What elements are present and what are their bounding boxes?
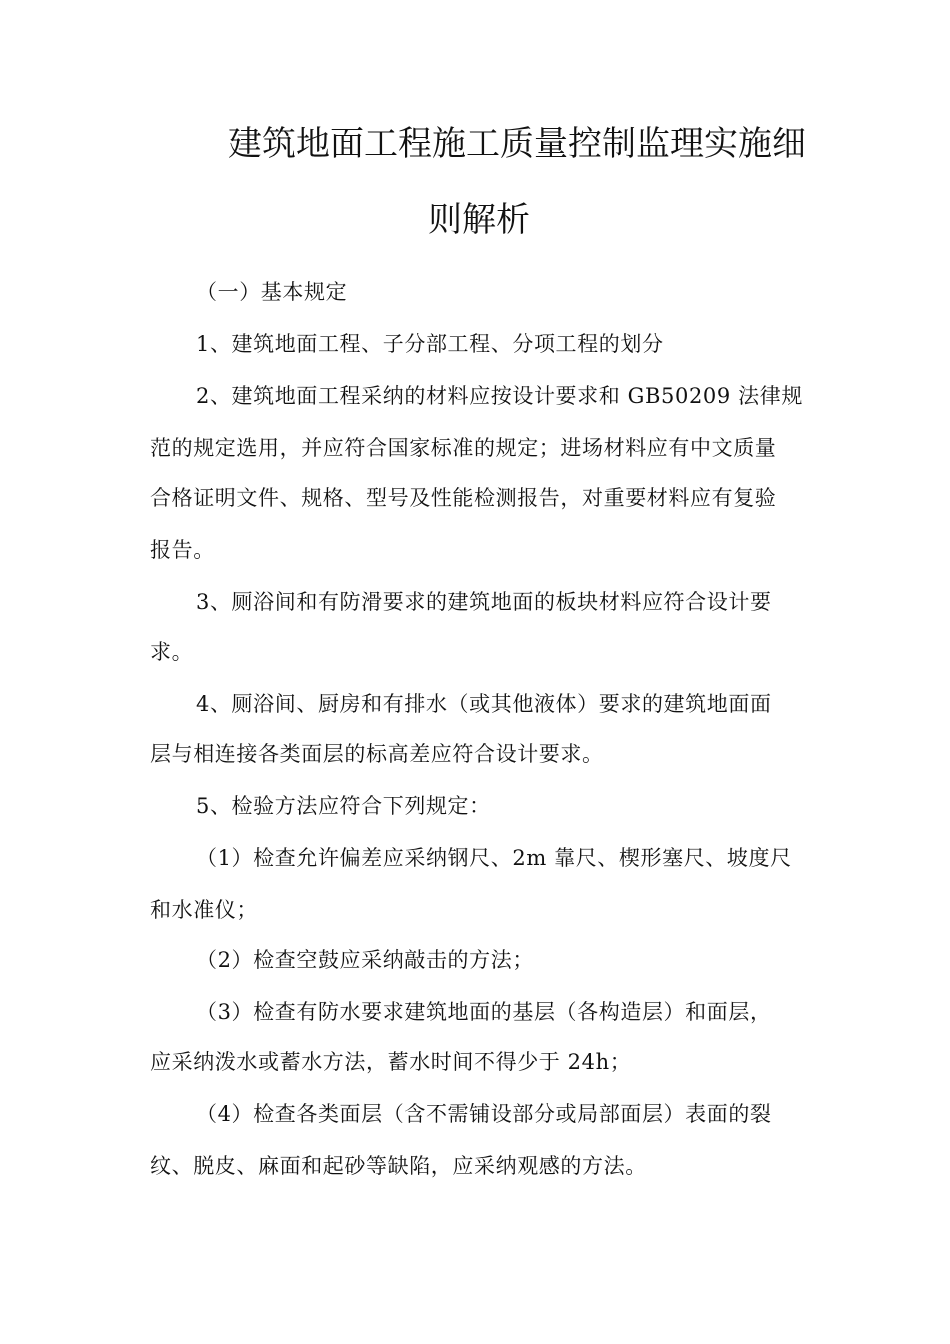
paragraph-line: （2）检查空鼓应采纳敲击的方法； — [196, 948, 534, 972]
paragraph-line: 求。 — [150, 640, 194, 664]
paragraph-line: 应采纳泼水或蓄水方法，蓄水时间不得少于 24h； — [150, 1050, 632, 1074]
paragraph-line: 2、建筑地面工程采纳的材料应按设计要求和 GB50209 法律规 — [196, 384, 803, 408]
paragraph-line: 3、厕浴间和有防滑要求的建筑地面的板块材料应符合设计要 — [196, 590, 772, 614]
document-title-line-1: 建筑地面工程施工质量控制监理实施细 — [228, 124, 806, 164]
paragraph-line: （1）检查允许偏差应采纳钢尺、2m 靠尺、楔形塞尺、坡度尺 — [196, 846, 792, 870]
paragraph-line: 报告。 — [150, 538, 215, 562]
paragraph-line: 1、建筑地面工程、子分部工程、分项工程的划分 — [196, 332, 664, 356]
paragraph-line: 层与相连接各类面层的标高差应符合设计要求。 — [150, 742, 604, 766]
section-heading: （一）基本规定 — [196, 280, 348, 304]
document-title-line-2: 则解析 — [428, 200, 530, 240]
paragraph-line: 5、检验方法应符合下列规定： — [196, 794, 491, 818]
paragraph-line: 和水准仪； — [150, 898, 258, 922]
paragraph-line: 4、厕浴间、厨房和有排水（或其他液体）要求的建筑地面面 — [196, 692, 772, 716]
paragraph-line: 纹、脱皮、麻面和起砂等缺陷，应采纳观感的方法。 — [150, 1154, 647, 1178]
paragraph-line: （4）检查各类面层（含不需铺设部分或局部面层）表面的裂 — [196, 1102, 772, 1126]
paragraph-line: 范的规定选用，并应符合国家标准的规定；进场材料应有中文质量 — [150, 436, 777, 460]
paragraph-line: （3）检查有防水要求建筑地面的基层（各构造层）和面层， — [196, 1000, 772, 1024]
paragraph-line: 合格证明文件、规格、型号及性能检测报告，对重要材料应有复验 — [150, 486, 777, 510]
